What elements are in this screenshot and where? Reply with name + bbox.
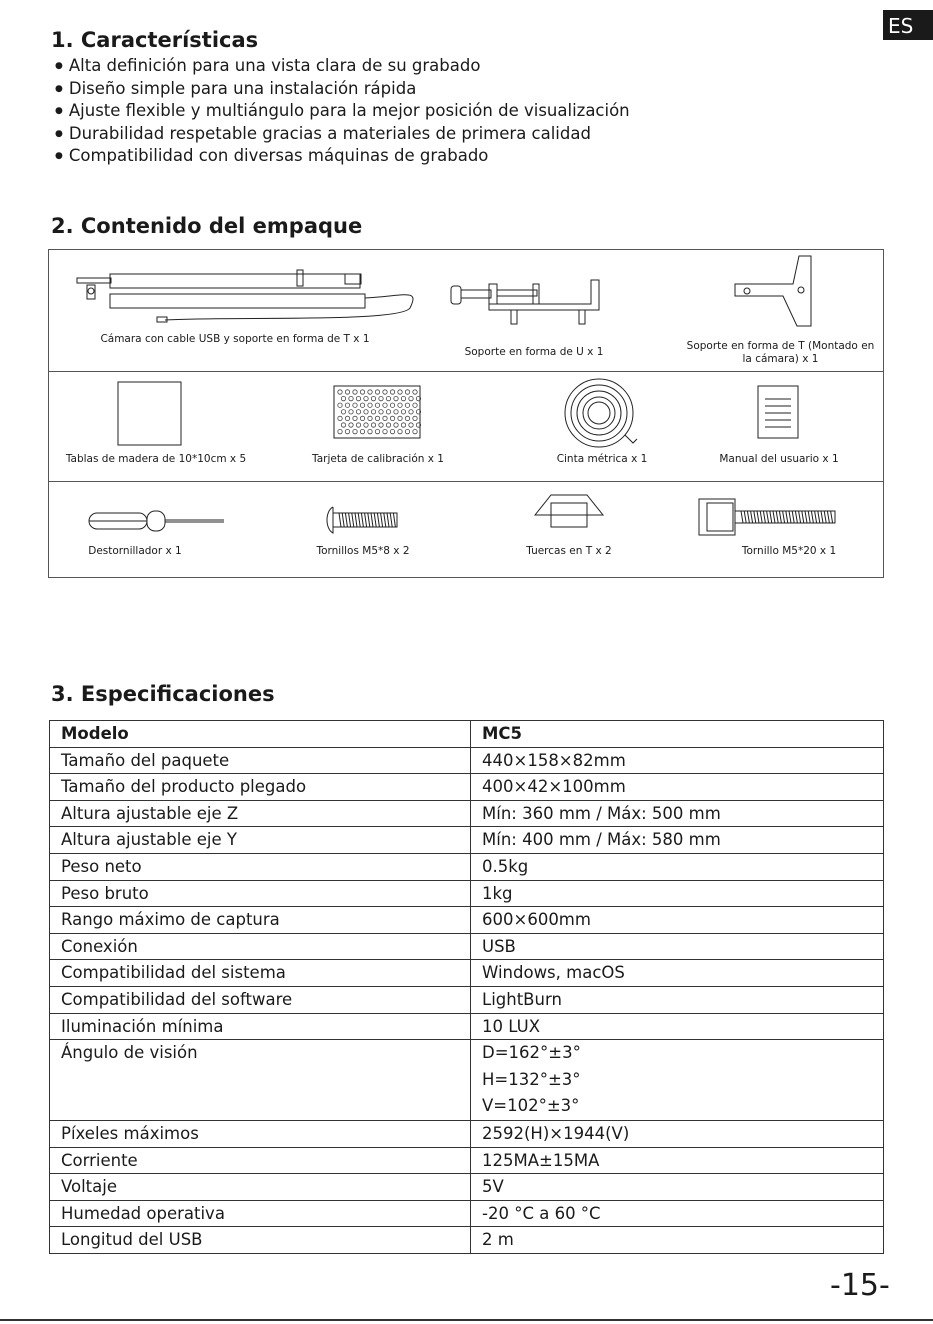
table-row xyxy=(50,960,884,987)
table-row xyxy=(50,800,884,827)
table-cell: 5V xyxy=(471,1174,884,1201)
package-contents-box xyxy=(48,249,884,578)
long-screw-icon xyxy=(697,497,839,539)
section-title-package: 2. Contenido del empaque xyxy=(51,214,363,238)
item-caption: Cinta métrica x 1 xyxy=(556,453,648,465)
table-row xyxy=(50,1227,884,1254)
wood-board-icon xyxy=(117,381,183,447)
table-cell: Compatibilidad del software xyxy=(50,986,471,1013)
section-title-features: 1. Características xyxy=(51,28,259,52)
table-row xyxy=(50,933,884,960)
page-number: -15- xyxy=(830,1268,890,1303)
table-cell: Tamaño del producto plegado xyxy=(50,774,471,801)
divider xyxy=(0,1319,933,1321)
feature-item: ● Compatibilidad con diversas máquinas de grabado xyxy=(55,145,630,168)
table-cell: Rango máximo de captura xyxy=(50,907,471,934)
table-row xyxy=(50,1200,884,1227)
item-caption: Tarjeta de calibración x 1 xyxy=(312,453,444,465)
item-caption: Soporte en forma de T (Montado en la cámara) x 1 xyxy=(686,340,875,365)
table-cell: 0.5kg xyxy=(471,853,884,880)
table-cell: Humedad operativa xyxy=(50,1200,471,1227)
package-row xyxy=(49,371,883,482)
table-header-row xyxy=(50,721,884,748)
table-row xyxy=(50,774,884,801)
table-cell: Corriente xyxy=(50,1147,471,1174)
table-cell: -20 °C a 60 °C xyxy=(471,1200,884,1227)
table-row xyxy=(50,986,884,1013)
table-cell: MC5 xyxy=(471,721,884,748)
table-cell: Tamaño del paquete xyxy=(50,747,471,774)
table-cell: 1kg xyxy=(471,880,884,907)
table-row xyxy=(50,853,884,880)
table-cell: Mín: 360 mm / Máx: 500 mm xyxy=(471,800,884,827)
table-row xyxy=(50,1040,884,1121)
calibration-card-icon xyxy=(333,385,423,441)
table-cell: Altura ajustable eje Z xyxy=(50,800,471,827)
tape-measure-icon xyxy=(563,377,641,455)
angle-value: V=102°±3° xyxy=(482,1096,580,1116)
item-caption: Manual del usuario x 1 xyxy=(719,453,839,465)
table-cell: 600×600mm xyxy=(471,907,884,934)
camera-icon xyxy=(75,268,465,324)
short-screw-icon xyxy=(323,505,399,535)
table-cell: Ángulo de visión xyxy=(50,1040,471,1121)
table-cell: Longitud del USB xyxy=(50,1227,471,1254)
table-cell: USB xyxy=(471,933,884,960)
u-bracket-icon xyxy=(449,278,609,328)
table-cell: Iluminación mínima xyxy=(50,1013,471,1040)
package-row xyxy=(49,250,883,372)
item-caption: Tuercas en T x 2 xyxy=(526,545,612,557)
table-cell: 2 m xyxy=(471,1227,884,1254)
item-caption: Destornillador x 1 xyxy=(88,545,182,557)
table-cell: Conexión xyxy=(50,933,471,960)
table-cell: Peso bruto xyxy=(50,880,471,907)
table-cell: Modelo xyxy=(50,721,471,748)
item-caption: Tablas de madera de 10*10cm x 5 xyxy=(65,453,247,465)
language-tab: ES xyxy=(883,10,933,40)
table-row xyxy=(50,747,884,774)
table-row xyxy=(50,880,884,907)
table-cell: 440×158×82mm xyxy=(471,747,884,774)
angle-value: D=162°±3° xyxy=(482,1043,581,1063)
table-row xyxy=(50,1013,884,1040)
item-caption: Tornillo M5*20 x 1 xyxy=(741,545,837,557)
item-caption: Soporte en forma de U x 1 xyxy=(464,346,604,358)
package-row xyxy=(49,481,883,578)
table-cell: Mín: 400 mm / Máx: 580 mm xyxy=(471,827,884,854)
table-cell: 10 LUX xyxy=(471,1013,884,1040)
angle-value: H=132°±3° xyxy=(482,1069,581,1089)
table-row xyxy=(50,907,884,934)
feature-item: ● Alta definición para una vista clara de su grabado xyxy=(55,55,630,78)
table-cell: 125MA±15MA xyxy=(471,1147,884,1174)
t-bracket-icon xyxy=(733,254,813,330)
table-row xyxy=(50,1147,884,1174)
table-cell: Píxeles máximos xyxy=(50,1120,471,1147)
table-cell: 2592(H)×1944(V) xyxy=(471,1120,884,1147)
table-cell: Peso neto xyxy=(50,853,471,880)
table-row xyxy=(50,827,884,854)
screwdriver-icon xyxy=(87,509,227,535)
item-caption: Tornillos M5*8 x 2 xyxy=(316,545,410,557)
table-cell: Compatibilidad del sistema xyxy=(50,960,471,987)
section-title-specs: 3. Especificaciones xyxy=(51,682,275,706)
feature-item: ● Ajuste flexible y multiángulo para la mejor posición de visualización xyxy=(55,100,630,123)
table-row xyxy=(50,1120,884,1147)
table-cell: 400×42×100mm xyxy=(471,774,884,801)
manual-icon xyxy=(757,385,801,441)
table-cell: LightBurn xyxy=(471,986,884,1013)
features-list xyxy=(55,55,630,168)
item-caption: Cámara con cable USB y soporte en forma de T x 1 xyxy=(100,333,370,345)
specifications-table xyxy=(49,720,884,1254)
table-cell: Windows, macOS xyxy=(471,960,884,987)
feature-item: ● Diseño simple para una instalación rápida xyxy=(55,78,630,101)
feature-item: ● Durabilidad respetable gracias a materiales de primera calidad xyxy=(55,123,630,146)
table-cell: Altura ajustable eje Y xyxy=(50,827,471,854)
t-nut-icon xyxy=(533,491,605,531)
table-cell: Voltaje xyxy=(50,1174,471,1201)
table-cell xyxy=(471,1040,884,1121)
table-row xyxy=(50,1174,884,1201)
